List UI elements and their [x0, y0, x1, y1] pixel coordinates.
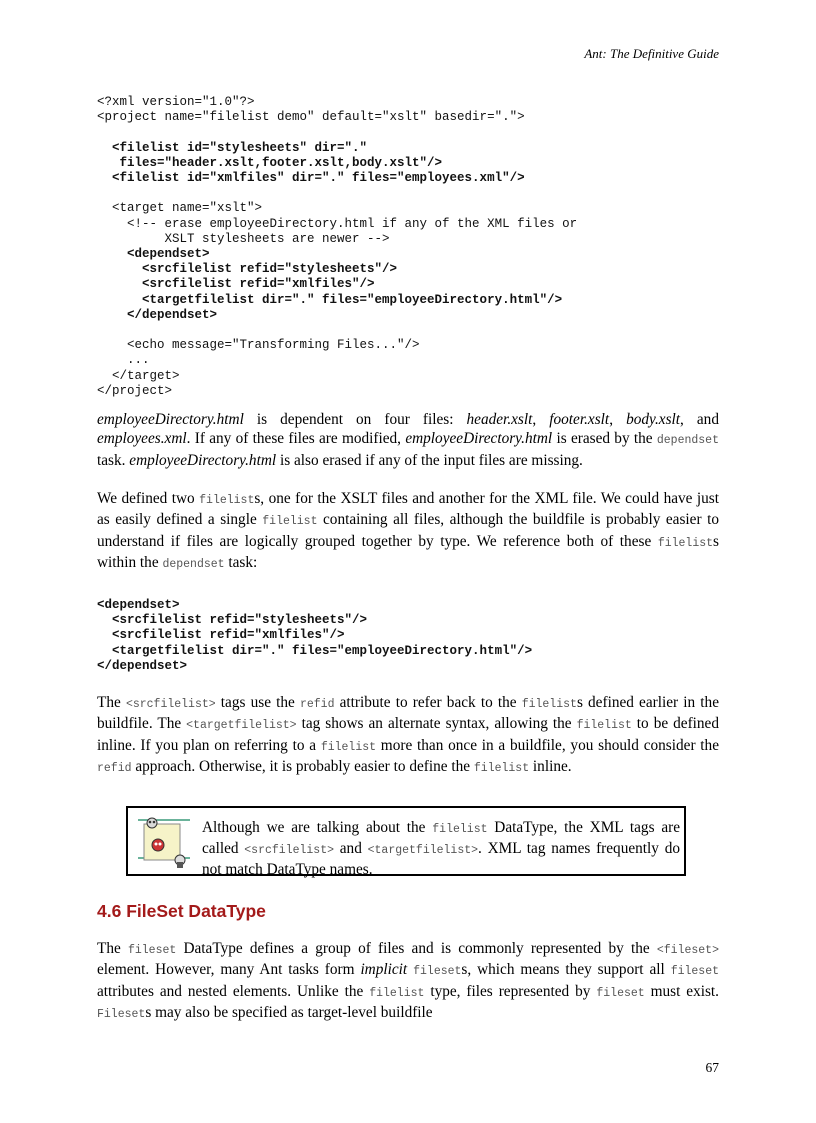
text: is erased by the	[552, 430, 657, 448]
code-term: <srcfilelist>	[244, 844, 334, 857]
paragraph-filelists	[97, 489, 719, 574]
text: Although we are talking about the	[202, 819, 433, 836]
code-term: Fileset	[97, 1007, 146, 1021]
code-term: refid	[299, 698, 335, 711]
code-line: <srcfilelist refid="stylesheets"/>	[97, 613, 368, 628]
text: s, one for the XSLT files and another for the XML file. We could have just as easily defined a single	[97, 490, 719, 529]
paragraph-srcfilelist	[97, 693, 719, 778]
text: The	[97, 940, 128, 957]
tip-critters-icon	[136, 814, 192, 870]
text: DataType, the XML tags are called	[202, 819, 681, 857]
text: element. However, many Ant tasks form	[97, 961, 361, 979]
text: approach. Otherwise, it is probably easier to define the	[131, 757, 474, 775]
filename: footer.xslt	[549, 411, 610, 428]
text: s within the	[97, 532, 719, 571]
code-term: fileset	[413, 965, 462, 979]
code-line: </dependset>	[97, 658, 188, 673]
code-line: XSLT stylesheets are newer -->	[97, 231, 390, 246]
paragraph-dependset-intro	[97, 410, 719, 470]
code-term: filelist	[320, 740, 377, 754]
text: , and	[680, 411, 719, 428]
filename: header.xslt	[466, 411, 533, 428]
code-term: <targetfilelist>	[367, 844, 479, 857]
code-line: ...	[97, 353, 150, 368]
running-header: Ant: The Definitive Guide	[584, 46, 719, 61]
tip-note-box	[126, 806, 686, 876]
code-term: dependset	[162, 557, 225, 571]
code-line: <echo message="Transforming Files..."/>	[97, 338, 420, 353]
code-line: <srcfilelist refid="xmlfiles"/>	[97, 628, 345, 643]
code-line: </target>	[97, 368, 180, 383]
text: DataType defines a group of files and is commonly represented by the	[176, 940, 657, 957]
text: ,	[532, 411, 550, 428]
filename: employeeDirectory.html	[97, 411, 244, 428]
code-term: <srcfilelist>	[125, 698, 216, 711]
code-line: <filelist id="stylesheets" dir="."	[97, 140, 368, 155]
filename: body.xslt	[626, 411, 681, 428]
paragraph-fileset	[97, 939, 719, 1024]
code-line: <project name="filelist demo" default="xslt" basedir=".">	[97, 110, 525, 125]
section-heading: 4.6 FileSet DataType	[97, 901, 266, 921]
code-term: <fileset>	[656, 944, 719, 957]
code-line: <!-- erase employeeDirectory.html if any of the XML files or	[97, 216, 578, 231]
code-term: filelist	[576, 719, 632, 733]
text: to be defined inline. If you plan on referring to a	[97, 715, 719, 754]
text: s defined earlier in the buildfile. The	[97, 694, 719, 733]
text: ,	[609, 411, 627, 428]
code-line: <filelist id="xmlfiles" dir="." files="employees.xml"/>	[97, 171, 525, 186]
text: s may also be specified as target-level buildfile	[145, 1003, 433, 1021]
code-block-dependset	[97, 598, 532, 674]
text: inline.	[529, 757, 572, 775]
text: . If any of these files are modified,	[186, 430, 406, 448]
text: type, files represented by	[424, 982, 597, 1000]
text: s, which means they support all	[461, 961, 671, 979]
tip-note-text	[202, 818, 680, 879]
emphasis: implicit	[360, 961, 408, 979]
code-line: <target name="xslt">	[97, 201, 263, 216]
code-line: <?xml version="1.0"?>	[97, 95, 255, 109]
code-term: dependset	[656, 434, 719, 448]
text: is also erased if any of the input files are missing.	[276, 451, 583, 469]
code-line: </dependset>	[97, 307, 218, 322]
code-line: files="header.xslt,footer.xslt,body.xslt"/>	[97, 155, 443, 170]
text: We defined two	[97, 490, 200, 507]
code-term: <targetfilelist>	[186, 719, 297, 733]
code-line: <srcfilelist refid="stylesheets"/>	[97, 262, 398, 277]
text: attribute to refer back to the	[334, 694, 522, 711]
code-line: <dependset>	[97, 247, 210, 262]
text: and	[334, 840, 368, 857]
filename: employees.xml	[97, 430, 187, 448]
code-line: <targetfilelist dir="." files="employeeDirectory.html"/>	[97, 292, 563, 307]
code-block-xml	[97, 95, 577, 399]
code-line: <srcfilelist refid="xmlfiles"/>	[97, 277, 375, 292]
text: The	[97, 694, 126, 711]
code-term: filelist	[369, 986, 425, 1000]
code-term: fileset	[127, 944, 177, 957]
text: more than once in a buildfile, you should consider the	[376, 736, 719, 754]
text: . XML tag names frequently do not match DataType names.	[202, 840, 680, 878]
page-number: 67	[705, 1060, 719, 1075]
filename: employeeDirectory.html	[129, 451, 277, 469]
code-line: <dependset>	[97, 598, 180, 612]
text: task:	[224, 553, 258, 571]
text: attributes and nested elements. Unlike the	[97, 982, 370, 1000]
code-term: filelist	[657, 536, 714, 550]
text: is dependent on four files:	[243, 411, 467, 428]
code-term: fileset	[596, 986, 645, 1000]
code-line: <targetfilelist dir="." files="employeeDirectory.html"/>	[97, 643, 533, 658]
code-term: filelist	[521, 698, 577, 711]
text: tags use the	[215, 694, 300, 711]
text: containing all files, although the buildfile is probably easier to understand if files are logically grouped together by type. We reference both of these	[97, 511, 719, 550]
code-term: filelist	[262, 515, 318, 529]
code-term: filelist	[432, 823, 488, 836]
code-term: filelist	[473, 761, 530, 775]
text: task.	[97, 451, 130, 469]
filename: employeeDirectory.html	[405, 430, 553, 448]
text: must exist.	[644, 982, 719, 1000]
code-term: refid	[97, 761, 132, 775]
code-term: filelist	[199, 494, 255, 507]
text: tag shows an alternate syntax, allowing the	[296, 715, 577, 733]
code-term: fileset	[670, 965, 719, 979]
code-line: </project>	[97, 383, 173, 398]
